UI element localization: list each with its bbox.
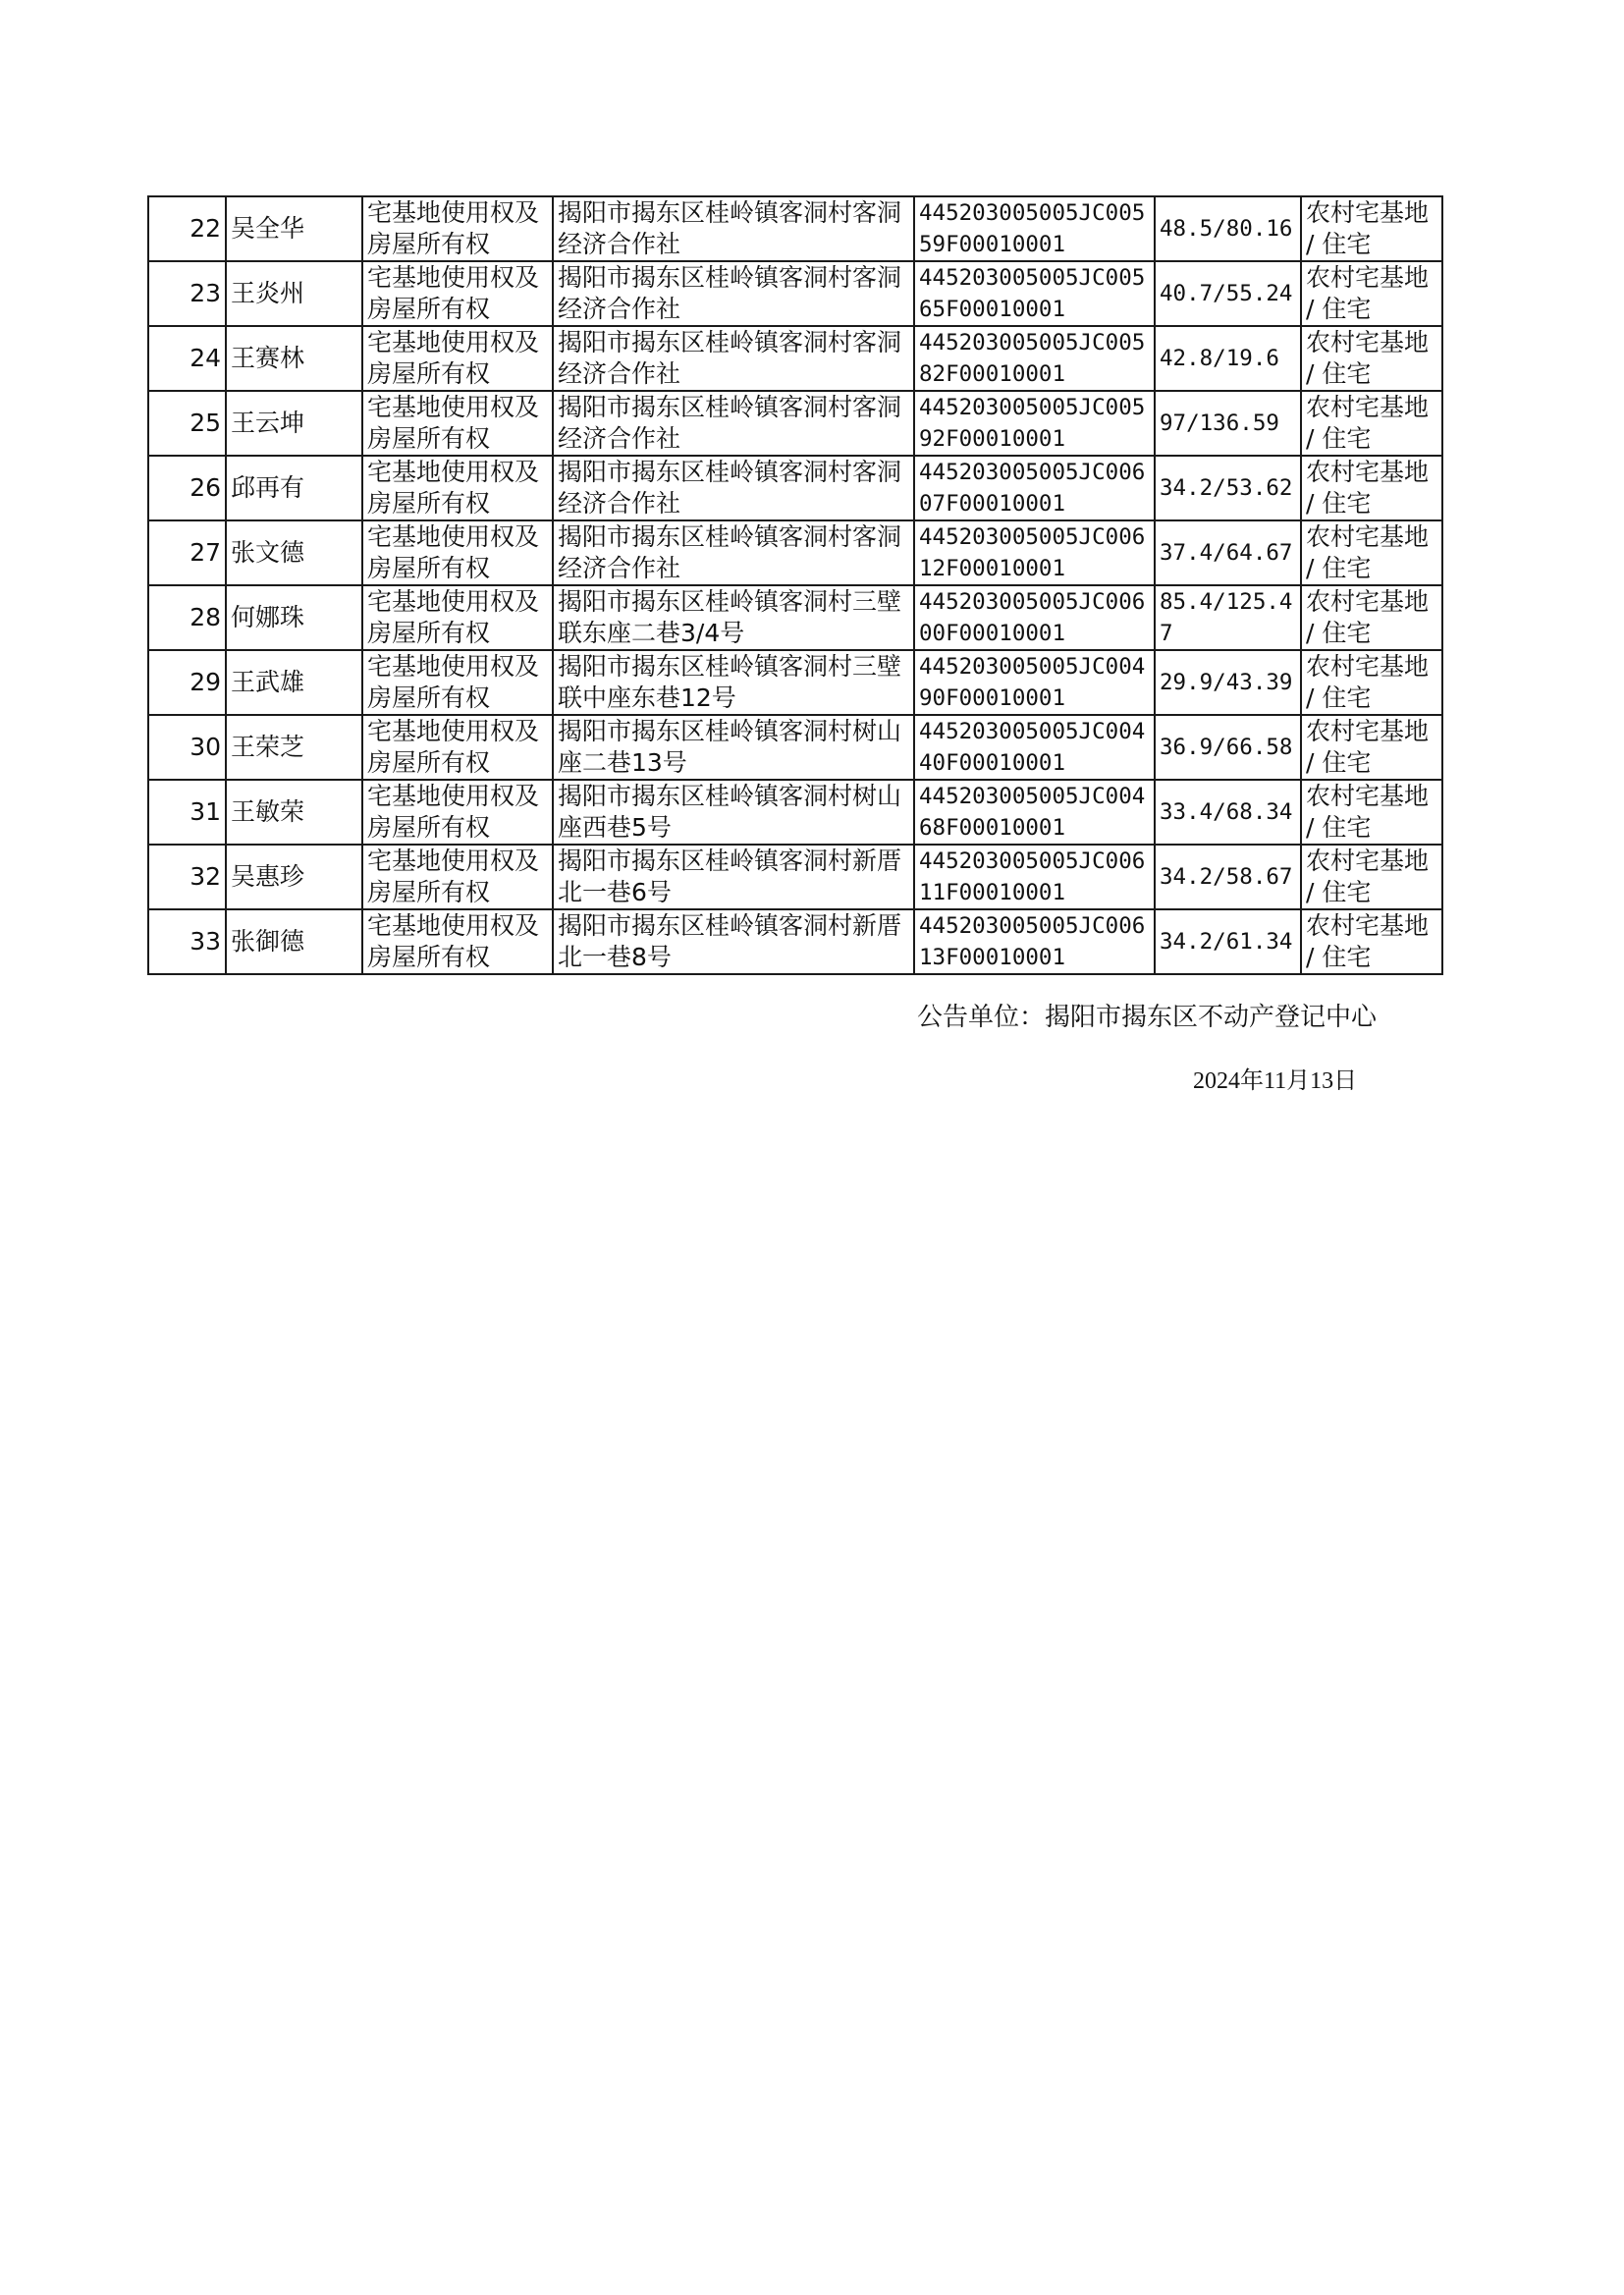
table-body: [148, 196, 1442, 974]
owner-name: [226, 391, 362, 456]
property-location-text: 揭阳市揭东区桂岭镇客洞村树山座西巷5号: [558, 782, 902, 842]
area-value-text: 36.9/66.58: [1160, 735, 1293, 760]
table-row: [148, 261, 1442, 326]
owner-name: [226, 261, 362, 326]
right-type-text: 宅基地使用权及房屋所有权: [367, 587, 540, 647]
row-number-text: 25: [189, 409, 221, 437]
unit-number-text: 445203005005JC00607F00010001: [919, 460, 1146, 517]
row-number-text: 23: [189, 279, 221, 307]
usage-type: [1301, 196, 1442, 261]
owner-name-text: 王荣芝: [231, 733, 305, 761]
area-value: [1155, 391, 1301, 456]
property-location: [553, 391, 914, 456]
row-number: [148, 780, 226, 845]
usage-type: [1301, 845, 1442, 909]
usage-type-text: 农村宅基地 / 住宅: [1306, 458, 1430, 518]
property-location-text: 揭阳市揭东区桂岭镇客洞村客洞经济合作社: [558, 393, 902, 453]
property-location-text: 揭阳市揭东区桂岭镇客洞村三壁联东座二巷3/4号: [558, 587, 902, 647]
table-row: [148, 715, 1442, 780]
property-location-text: 揭阳市揭东区桂岭镇客洞村客洞经济合作社: [558, 328, 902, 388]
area-value: [1155, 780, 1301, 845]
owner-name: [226, 715, 362, 780]
owner-name: [226, 326, 362, 391]
right-type-text: 宅基地使用权及房屋所有权: [367, 652, 540, 712]
property-location: [553, 715, 914, 780]
right-type: [362, 650, 553, 715]
unit-number: [914, 650, 1155, 715]
unit-number: [914, 780, 1155, 845]
unit-number: [914, 909, 1155, 974]
usage-type-text: 农村宅基地 / 住宅: [1306, 782, 1430, 842]
owner-name-text: 张文德: [231, 538, 305, 567]
area-value: [1155, 326, 1301, 391]
usage-type: [1301, 391, 1442, 456]
area-value-text: 34.2/53.62: [1160, 475, 1293, 501]
property-location: [553, 909, 914, 974]
unit-number-text: 445203005005JC00565F00010001: [919, 265, 1146, 322]
table-row: [148, 456, 1442, 520]
owner-name-text: 何娜珠: [231, 603, 305, 631]
row-number-text: 24: [189, 344, 221, 372]
row-number: [148, 585, 226, 650]
owner-name-text: 王武雄: [231, 668, 305, 696]
table-row: [148, 326, 1442, 391]
owner-name-text: 王赛林: [231, 344, 305, 372]
owner-name: [226, 196, 362, 261]
owner-name-text: 吴全华: [231, 214, 305, 243]
registration-table: [147, 195, 1443, 975]
right-type: [362, 780, 553, 845]
usage-type: [1301, 520, 1442, 585]
announcement-date: 2024年11月13日: [1193, 1068, 1358, 1094]
property-location: [553, 261, 914, 326]
unit-number-text: 445203005005JC00592F00010001: [919, 395, 1146, 452]
usage-type: [1301, 715, 1442, 780]
unit-number: [914, 261, 1155, 326]
property-location: [553, 585, 914, 650]
property-location-text: 揭阳市揭东区桂岭镇客洞村新厝北一巷6号: [558, 847, 902, 906]
right-type: [362, 520, 553, 585]
usage-type: [1301, 909, 1442, 974]
unit-number-text: 445203005005JC00559F00010001: [919, 200, 1146, 257]
area-value: [1155, 196, 1301, 261]
property-location: [553, 845, 914, 909]
owner-name: [226, 585, 362, 650]
table-row: [148, 650, 1442, 715]
unit-number-text: 445203005005JC00611F00010001: [919, 848, 1146, 905]
unit-number-text: 445203005005JC00440F00010001: [919, 719, 1146, 776]
table-row: [148, 196, 1442, 261]
usage-type-text: 农村宅基地 / 住宅: [1306, 911, 1430, 971]
area-value-text: 34.2/61.34: [1160, 929, 1293, 955]
table-row: [148, 520, 1442, 585]
usage-type-text: 农村宅基地 / 住宅: [1306, 717, 1430, 777]
usage-type: [1301, 780, 1442, 845]
owner-name-text: 吴惠珍: [231, 862, 305, 891]
row-number: [148, 326, 226, 391]
right-type: [362, 456, 553, 520]
usage-type: [1301, 326, 1442, 391]
owner-name: [226, 650, 362, 715]
right-type-text: 宅基地使用权及房屋所有权: [367, 458, 540, 518]
row-number: [148, 456, 226, 520]
row-number-text: 33: [189, 927, 221, 956]
right-type: [362, 391, 553, 456]
announcing-organization: 公告单位：揭阳市揭东区不动产登记中心: [917, 1003, 1378, 1032]
owner-name: [226, 909, 362, 974]
property-location-text: 揭阳市揭东区桂岭镇客洞村客洞经济合作社: [558, 522, 902, 582]
unit-number-text: 445203005005JC00490F00010001: [919, 654, 1146, 711]
unit-number-text: 445203005005JC00612F00010001: [919, 524, 1146, 581]
owner-name-text: 王敏荣: [231, 797, 305, 826]
usage-type: [1301, 456, 1442, 520]
property-location-text: 揭阳市揭东区桂岭镇客洞村客洞经济合作社: [558, 198, 902, 258]
usage-type-text: 农村宅基地 / 住宅: [1306, 393, 1430, 453]
right-type-text: 宅基地使用权及房屋所有权: [367, 198, 540, 258]
area-value: [1155, 261, 1301, 326]
unit-number-text: 445203005005JC00613F00010001: [919, 913, 1146, 970]
table-row: [148, 845, 1442, 909]
property-location: [553, 456, 914, 520]
usage-type: [1301, 261, 1442, 326]
right-type-text: 宅基地使用权及房屋所有权: [367, 393, 540, 453]
row-number-text: 22: [189, 214, 221, 243]
table-row: [148, 909, 1442, 974]
row-number: [148, 196, 226, 261]
property-location: [553, 196, 914, 261]
property-location-text: 揭阳市揭东区桂岭镇客洞村树山座二巷13号: [558, 717, 902, 777]
property-location: [553, 650, 914, 715]
area-value: [1155, 456, 1301, 520]
row-number: [148, 261, 226, 326]
area-value: [1155, 585, 1301, 650]
area-value-text: 40.7/55.24: [1160, 281, 1293, 306]
row-number: [148, 520, 226, 585]
unit-number: [914, 391, 1155, 456]
table-row: [148, 780, 1442, 845]
area-value: [1155, 909, 1301, 974]
row-number: [148, 715, 226, 780]
right-type: [362, 585, 553, 650]
usage-type-text: 农村宅基地 / 住宅: [1306, 522, 1430, 582]
usage-type-text: 农村宅基地 / 住宅: [1306, 198, 1430, 258]
unit-number: [914, 196, 1155, 261]
unit-number: [914, 845, 1155, 909]
usage-type-text: 农村宅基地 / 住宅: [1306, 587, 1430, 647]
area-value-text: 37.4/64.67: [1160, 540, 1293, 566]
area-value-text: 33.4/68.34: [1160, 799, 1293, 825]
row-number-text: 31: [189, 797, 221, 826]
property-location-text: 揭阳市揭东区桂岭镇客洞村客洞经济合作社: [558, 263, 902, 323]
property-location-text: 揭阳市揭东区桂岭镇客洞村三壁联中座东巷12号: [558, 652, 902, 712]
right-type: [362, 196, 553, 261]
row-number: [148, 391, 226, 456]
right-type-text: 宅基地使用权及房屋所有权: [367, 263, 540, 323]
owner-name: [226, 456, 362, 520]
right-type-text: 宅基地使用权及房屋所有权: [367, 782, 540, 842]
right-type: [362, 261, 553, 326]
right-type-text: 宅基地使用权及房屋所有权: [367, 847, 540, 906]
owner-name-text: 张御德: [231, 927, 305, 956]
row-number-text: 32: [189, 862, 221, 891]
owner-name: [226, 845, 362, 909]
owner-name-text: 邱再有: [231, 473, 305, 502]
usage-type-text: 农村宅基地 / 住宅: [1306, 263, 1430, 323]
row-number-text: 30: [189, 733, 221, 761]
right-type-text: 宅基地使用权及房屋所有权: [367, 717, 540, 777]
area-value-text: 97/136.59: [1160, 410, 1279, 436]
area-value-text: 34.2/58.67: [1160, 864, 1293, 890]
right-type-text: 宅基地使用权及房屋所有权: [367, 328, 540, 388]
unit-number-text: 445203005005JC00468F00010001: [919, 784, 1146, 841]
area-value-text: 48.5/80.16: [1160, 216, 1293, 242]
right-type: [362, 909, 553, 974]
property-location-text: 揭阳市揭东区桂岭镇客洞村客洞经济合作社: [558, 458, 902, 518]
table-row: [148, 585, 1442, 650]
row-number-text: 28: [189, 603, 221, 631]
unit-number: [914, 520, 1155, 585]
row-number: [148, 909, 226, 974]
property-location: [553, 520, 914, 585]
row-number-text: 29: [189, 668, 221, 696]
unit-number: [914, 715, 1155, 780]
area-value-text: 85.4/125.47: [1160, 589, 1293, 646]
usage-type-text: 农村宅基地 / 住宅: [1306, 328, 1430, 388]
area-value: [1155, 715, 1301, 780]
right-type: [362, 845, 553, 909]
row-number: [148, 650, 226, 715]
right-type-text: 宅基地使用权及房屋所有权: [367, 522, 540, 582]
unit-number: [914, 585, 1155, 650]
property-location: [553, 326, 914, 391]
row-number-text: 27: [189, 538, 221, 567]
unit-number-text: 445203005005JC00582F00010001: [919, 330, 1146, 387]
property-location: [553, 780, 914, 845]
usage-type: [1301, 585, 1442, 650]
row-number-text: 26: [189, 473, 221, 502]
owner-name-text: 王云坤: [231, 409, 305, 437]
unit-number: [914, 456, 1155, 520]
area-value: [1155, 650, 1301, 715]
owner-name-text: 王炎州: [231, 279, 305, 307]
area-value: [1155, 520, 1301, 585]
area-value-text: 29.9/43.39: [1160, 670, 1293, 695]
area-value-text: 42.8/19.6: [1160, 346, 1279, 371]
area-value: [1155, 845, 1301, 909]
table-row: [148, 391, 1442, 456]
right-type: [362, 715, 553, 780]
property-location-text: 揭阳市揭东区桂岭镇客洞村新厝北一巷8号: [558, 911, 902, 971]
row-number: [148, 845, 226, 909]
owner-name: [226, 520, 362, 585]
owner-name: [226, 780, 362, 845]
unit-number: [914, 326, 1155, 391]
right-type: [362, 326, 553, 391]
usage-type-text: 农村宅基地 / 住宅: [1306, 652, 1430, 712]
right-type-text: 宅基地使用权及房屋所有权: [367, 911, 540, 971]
unit-number-text: 445203005005JC00600F00010001: [919, 589, 1146, 646]
usage-type-text: 农村宅基地 / 住宅: [1306, 847, 1430, 906]
usage-type: [1301, 650, 1442, 715]
